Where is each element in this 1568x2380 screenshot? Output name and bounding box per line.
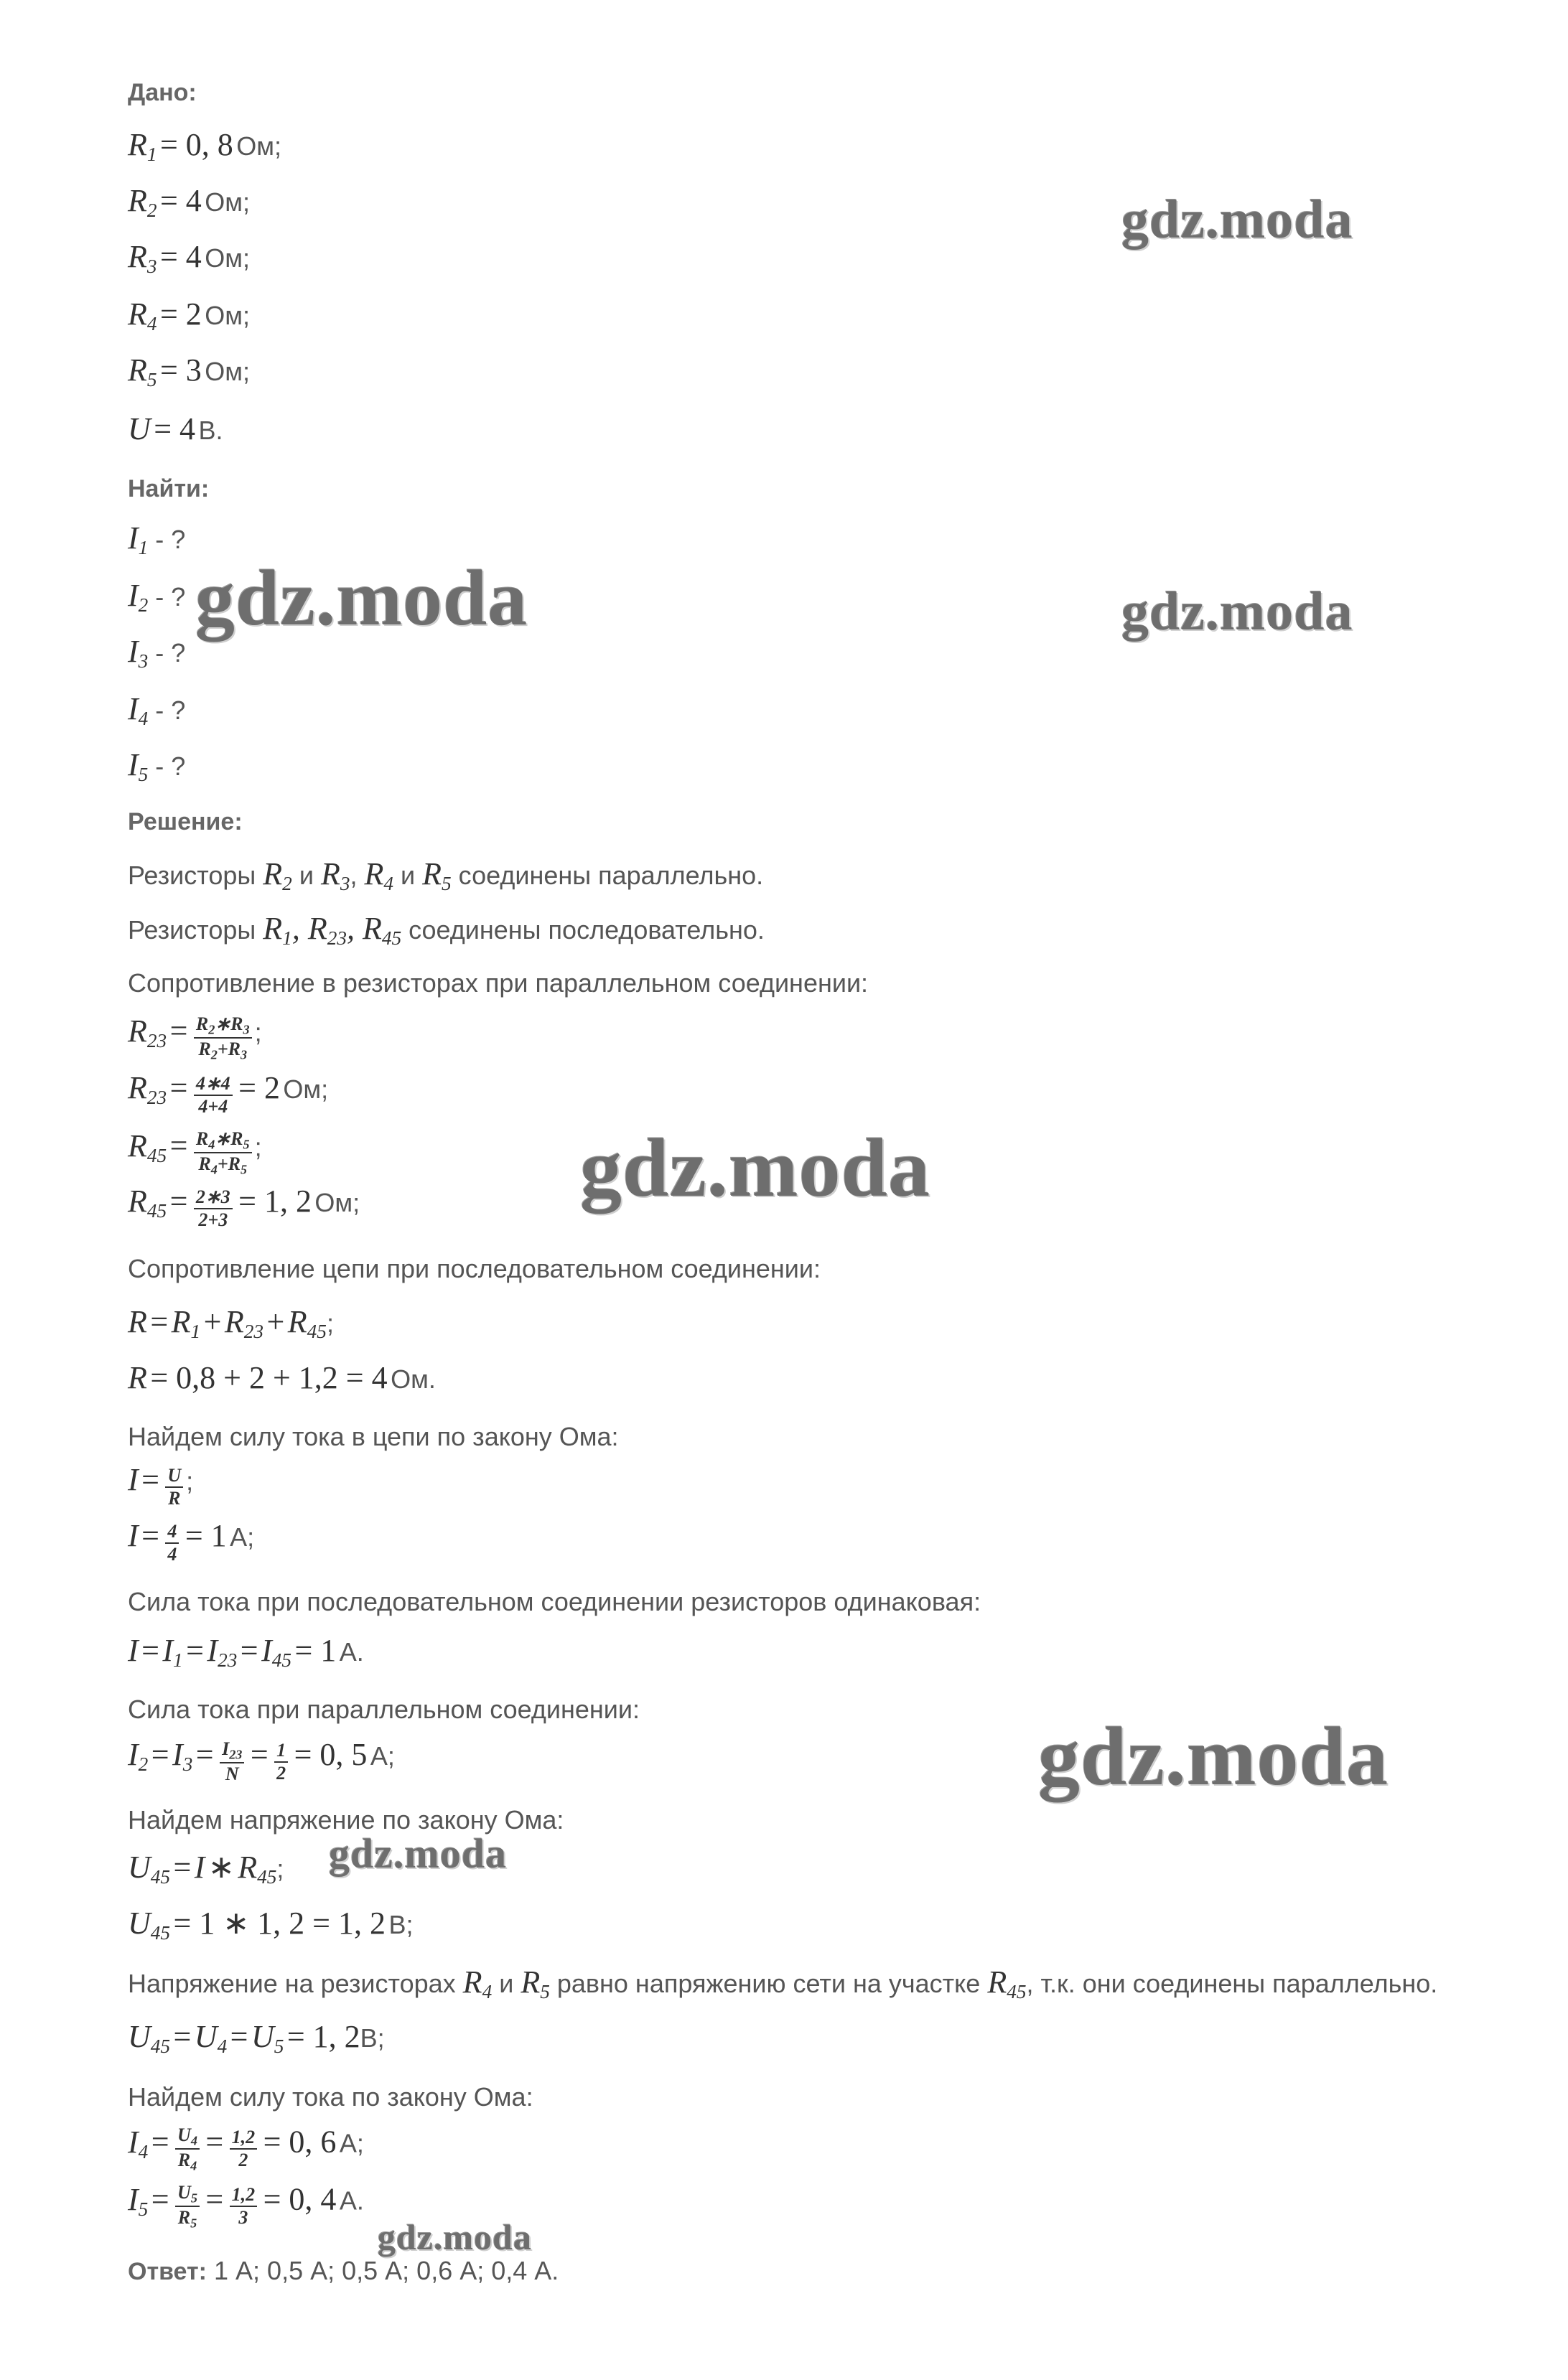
calc-r23: $R_{23}$ = $\frac{4∗4}{4+4}$ = 2 Ом;	[128, 1070, 329, 1117]
watermark: gdz.moda	[1038, 1711, 1389, 1803]
formula-r45: $R_{45}$ = $\frac{R_4∗R_5}{R_4+R_5}$ ;	[128, 1128, 262, 1177]
find-i5: $I_5$ - ?	[128, 747, 186, 786]
watermark: gdz.moda	[580, 1123, 931, 1214]
find-i3: $I_3$ - ?	[128, 634, 186, 673]
find-i2: $I_2$ - ?	[128, 578, 186, 617]
given-r4: $R_4 = 2$ Ом;	[128, 296, 251, 335]
formula-u45: $U_{45} = I$ ∗ $R_{45}$;	[128, 1850, 284, 1888]
formula-r23: $R_{23}$ = $\frac{R_2∗R_3}{R_2+R_3}$ ;	[128, 1013, 262, 1062]
watermark: gdz.moda	[195, 554, 528, 642]
find-heading: Найти:	[128, 475, 210, 502]
watermark: gdz.moda	[329, 1830, 508, 1877]
solution-p1: Резисторы $R_2$ и $R_3$, $R_4$ и $R_5$ соединены параллельно.	[128, 856, 764, 895]
solution-p6: Сила тока при последовательном соединении резисторов одинаковая:	[128, 1587, 981, 1616]
watermark: gdz.moda	[1121, 189, 1353, 250]
calc-u45: $U_{45} = 1$ ∗ 1, 2 = 1, 2 В;	[128, 1906, 414, 1944]
find-i1: $I_1$ - ?	[128, 520, 186, 559]
calc-i4: $I_4$ = $\frac{U_4}{R_4}$ = $\frac{1,2}{2}$ = 0, 6 А;	[128, 2124, 364, 2173]
watermark: gdz.moda	[378, 2217, 532, 2257]
answer-line: Ответ: 1 А; 0,5 А; 0,5 А; 0,6 А; 0,4 А.	[128, 2256, 559, 2285]
given-heading: Дано:	[128, 79, 197, 106]
solution-p3: Сопротивление в резисторах при параллельном соединении:	[128, 968, 869, 998]
calc-i23: $I_2 = I_3$ = $\frac{I_{23}}{N}$ = $\frac{1}{2}$ = 0, 5 А;	[128, 1736, 395, 1785]
solution-p8: Найдем напряжение по закону Ома:	[128, 1805, 564, 1835]
calc-r45: $R_{45}$ = $\frac{2∗3}{2+3}$ = 1, 2 Ом;	[128, 1184, 360, 1230]
calc-i: I = $\frac{4}{4}$ = 1 А;	[128, 1518, 255, 1565]
given-r3: $R_3 = 4$ Ом;	[128, 239, 251, 278]
formula-r: $R = R_1 + R_{23} + R_{45}$;	[128, 1304, 334, 1343]
formula-i-equal: $I = I_1 = I_{23} = I_{45} = 1$ А.	[128, 1633, 364, 1672]
solution-p4: Сопротивление цепи при последовательном соединении:	[128, 1254, 821, 1283]
calc-i5: $I_5$ = $\frac{U_5}{R_5}$ = $\frac{1,2}{3}$ = 0, 4 А.	[128, 2181, 364, 2231]
given-r2: $R_2 = 4$ Ом;	[128, 183, 251, 222]
solution-p7: Сила тока при параллельном соединении:	[128, 1695, 640, 1724]
solution-p5: Найдем силу тока в цепи по закону Ома:	[128, 1422, 619, 1451]
solution-p2: Резисторы $R_1$, $R_{23}$, $R_{45}$ соединены последовательно.	[128, 911, 765, 950]
formula-u-equal: $U_{45} = U_4 = U_5 = 1$, 2В;	[128, 2019, 385, 2058]
solution-p9: Напряжение на резисторах $R_4$ и $R_5$ равно напряжению сети на участке $R_{45}$, т.к. они соединены параллельно.	[128, 1964, 1438, 2003]
formula-i: I = $\frac{U}{R}$ ;	[128, 1462, 194, 1509]
watermark: gdz.moda	[1121, 581, 1353, 642]
given-r5: $R_5 = 3$ Ом;	[128, 352, 251, 391]
find-i4: $I_4$ - ?	[128, 691, 186, 730]
given-r1: $R_1 = 0$, 8 Ом;	[128, 127, 282, 166]
solution-p10: Найдем силу тока по закону Ома:	[128, 2082, 533, 2112]
given-u: U = 4 В.	[128, 411, 223, 446]
solution-heading: Решение:	[128, 808, 243, 835]
calc-r: R = 0,8 + 2 + 1,2 = 4 Ом.	[128, 1360, 436, 1395]
